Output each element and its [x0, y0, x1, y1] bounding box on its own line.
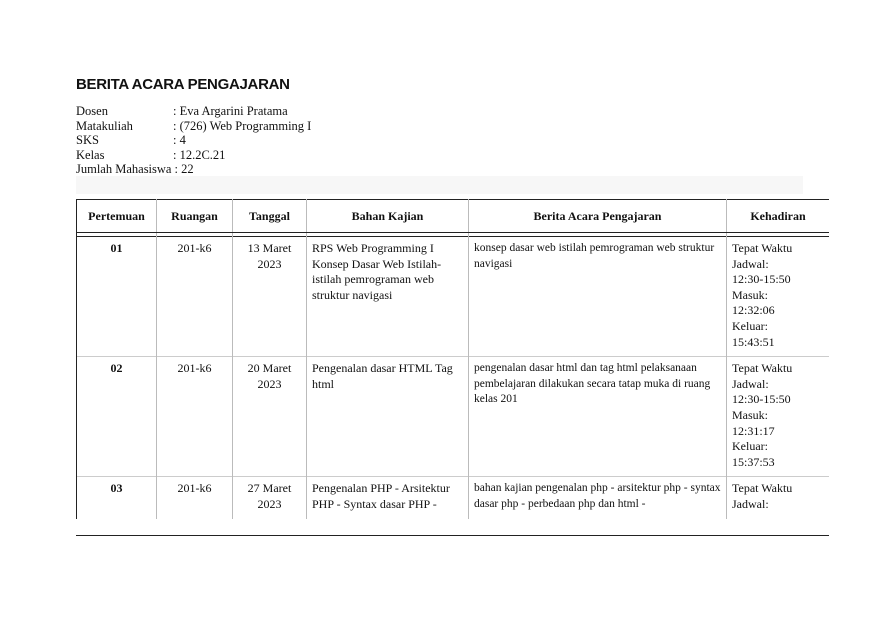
info-label: Dosen [76, 104, 108, 118]
teaching-record-table [76, 199, 829, 519]
kehadiran-status: Tepat Waktu [732, 481, 793, 496]
tanggal-date: 27 Maret [247, 481, 292, 496]
cell-berita-acara: bahan kajian pengenalan php - arsitektur php - syntax dasar php - perbedaan php dan html - [469, 477, 727, 519]
cell-kehadiran [727, 477, 830, 519]
header-pertemuan: Pertemuan [77, 200, 157, 233]
info-sks [76, 133, 194, 148]
kehadiran-keluar-label: Keluar: [732, 439, 768, 454]
table-row [77, 357, 830, 477]
tanggal-date: 20 Maret [247, 361, 292, 376]
cell-ruangan: 201-k6 [157, 237, 233, 357]
header-bahan-kajian: Bahan Kajian [307, 200, 469, 233]
table-row [77, 237, 830, 357]
kehadiran-keluar-label: Keluar: [732, 318, 768, 333]
kehadiran-keluar: 15:43:51 [732, 334, 775, 349]
kehadiran-masuk-label: Masuk: [732, 407, 768, 422]
cell-berita-acara: pengenalan dasar html dan tag html pelaksanaan pembelajaran dilakukan secara tatap muka di ruang kelas 201 [469, 357, 727, 477]
table-header-row [77, 200, 830, 233]
kehadiran-keluar: 15:37:53 [732, 454, 775, 469]
kehadiran-jadwal: 12:30-15:50 [732, 392, 791, 407]
info-label: Matakuliah [76, 118, 133, 133]
kehadiran-masuk: 12:32:06 [732, 303, 775, 318]
info-kelas [76, 147, 226, 163]
tanggal-year: 2023 [257, 496, 282, 511]
shaded-band [76, 176, 803, 194]
cell-berita-acara: konsep dasar web istilah pemrograman web struktur navigasi [469, 237, 727, 357]
cell-tanggal [233, 237, 307, 357]
info-value: : Eva Argarini Pratama [173, 104, 288, 118]
kehadiran-jadwal: 12:30-15:50 [732, 272, 791, 287]
kehadiran-jadwal-label: Jadwal: [732, 256, 769, 271]
cell-kehadiran [727, 237, 830, 357]
info-value: : (726) Web Programming I [173, 118, 312, 133]
cell-pertemuan: 01 [77, 237, 157, 357]
info-jumlah-mahasiswa [76, 162, 194, 177]
tanggal-year: 2023 [257, 376, 282, 391]
kehadiran-status: Tepat Waktu [732, 361, 793, 376]
cell-kehadiran [727, 357, 830, 477]
info-label: Jumlah Mahasiswa [76, 162, 172, 176]
cell-ruangan: 201-k6 [157, 477, 233, 519]
tanggal-year: 2023 [257, 256, 282, 271]
header-kehadiran: Kehadiran [727, 200, 830, 233]
header-tanggal: Tanggal [233, 200, 307, 233]
cell-bahan-kajian: Pengenalan PHP - Arsitektur PHP - Syntax dasar PHP - [307, 477, 469, 519]
attendance-table-container [76, 199, 829, 536]
cell-pertemuan: 03 [77, 477, 157, 519]
header-berita-acara: Berita Acara Pengajaran [469, 200, 727, 233]
kehadiran-status: Tepat Waktu [732, 241, 793, 255]
info-dosen [76, 104, 288, 119]
kehadiran-masuk: 12:31:17 [732, 423, 775, 438]
document-title: BERITA ACARA PENGAJARAN [76, 76, 290, 93]
info-value: : 4 [173, 133, 186, 147]
cell-pertemuan: 02 [77, 357, 157, 477]
kehadiran-jadwal-label: Jadwal: [732, 376, 769, 391]
info-matakuliah [76, 118, 312, 134]
info-value: : 22 [174, 162, 194, 176]
cell-tanggal [233, 357, 307, 477]
cell-ruangan: 201-k6 [157, 357, 233, 477]
header-ruangan: Ruangan [157, 200, 233, 233]
cell-bahan-kajian: RPS Web Programming I Konsep Dasar Web Istilah-istilah pemrograman web struktur navigasi [307, 237, 469, 357]
info-label: SKS [76, 133, 99, 147]
kehadiran-masuk-label: Masuk: [732, 287, 768, 302]
info-label: Kelas [76, 147, 105, 162]
course-info [76, 104, 312, 177]
info-value: : 12.2C.21 [173, 147, 226, 162]
table-row [77, 477, 830, 519]
tanggal-date: 13 Maret [247, 241, 292, 255]
cell-bahan-kajian: Pengenalan dasar HTML Tag html [307, 357, 469, 477]
kehadiran-jadwal-label: Jadwal: [732, 496, 769, 511]
cell-tanggal [233, 477, 307, 519]
